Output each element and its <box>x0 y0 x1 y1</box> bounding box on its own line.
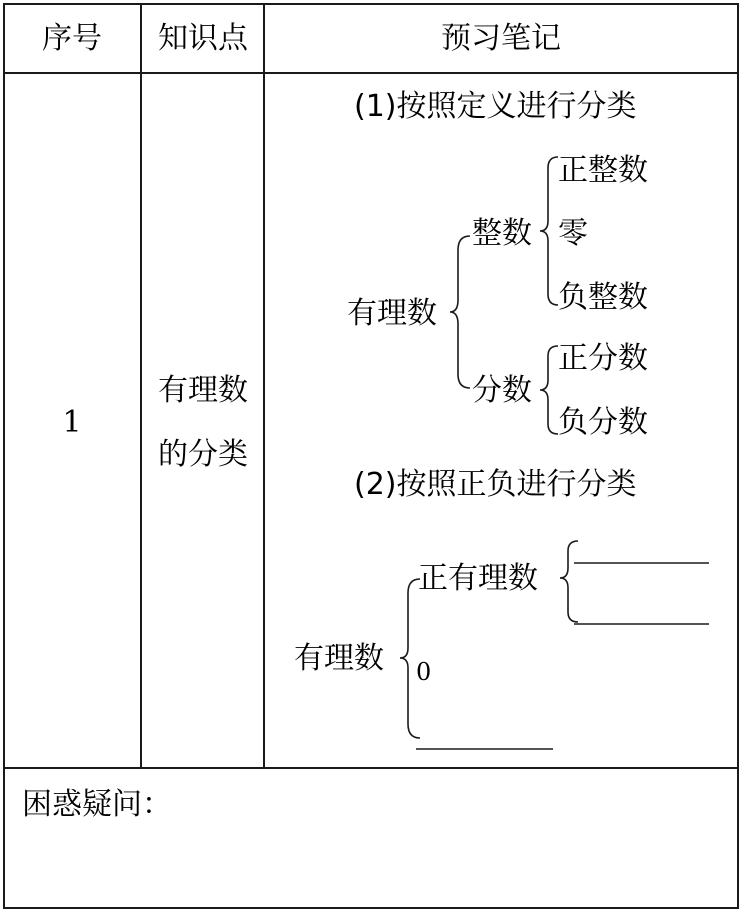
positive-fraction: 正分数 <box>558 341 648 376</box>
zero-label: 0 <box>416 658 432 686</box>
negative-integer: 负整数 <box>558 280 648 315</box>
questions-area[interactable] <box>6 830 736 906</box>
positive-rational-brace <box>560 541 578 622</box>
positive-rational: 正有理数 <box>418 561 538 596</box>
integer-label: 整数 <box>472 216 532 251</box>
table-grid <box>4 4 738 908</box>
header-notes: 预习笔记 <box>441 21 561 56</box>
positive-integer: 正整数 <box>558 153 648 188</box>
row-index: 1 <box>62 405 82 440</box>
negative-fraction: 负分数 <box>558 405 648 440</box>
questions-label: 困惑疑问： <box>22 787 172 822</box>
fraction-brace <box>540 346 558 434</box>
zero-item: 零 <box>558 216 588 251</box>
part2-heading: (2)按照正负进行分类 <box>354 467 637 502</box>
header-topic: 知识点 <box>158 21 248 56</box>
part1-heading: (1)按照定义进行分类 <box>354 89 637 124</box>
integer-brace <box>540 157 558 305</box>
part2-root-label: 有理数 <box>294 641 384 676</box>
fraction-label: 分数 <box>472 373 532 408</box>
topic-line-1: 有理数 <box>158 373 248 408</box>
header-index: 序号 <box>42 21 102 56</box>
part1-root-brace <box>450 236 470 388</box>
part1-root-label: 有理数 <box>347 296 437 331</box>
topic-line-2: 的分类 <box>158 437 248 472</box>
